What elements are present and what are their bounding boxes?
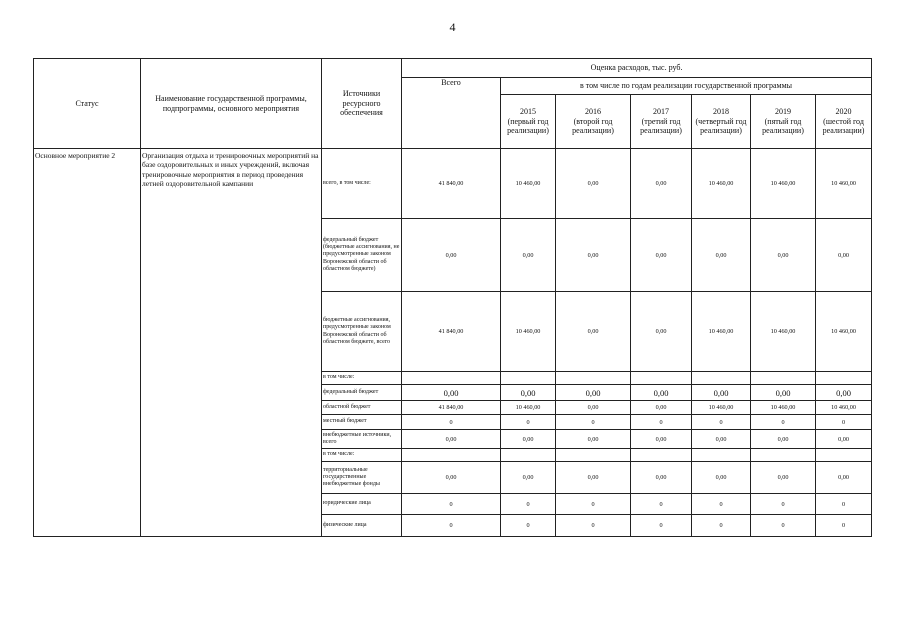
year-value-cell [501, 449, 556, 462]
year-value-cell: 0 [692, 415, 751, 430]
source-cell: бюджетные ассигнования, предусмотренные законом Воронежской области об областном бюджете, всего [322, 292, 402, 372]
year-value-cell: 10 460,00 [692, 401, 751, 415]
year-value-cell: 0,00 [501, 219, 556, 292]
total-cell: 0,00 [402, 430, 501, 449]
year-value-cell: 0,00 [631, 292, 692, 372]
header-year-2015 [501, 95, 556, 149]
year-value-cell: 0 [751, 415, 816, 430]
year-value-cell: 0,00 [631, 401, 692, 415]
budget-table [33, 58, 872, 537]
year-value-cell: 0 [692, 515, 751, 537]
source-cell: федеральный бюджет [322, 385, 402, 401]
total-cell: 0 [402, 494, 501, 515]
total-cell: 41 840,00 [402, 292, 501, 372]
year-value-cell [816, 372, 872, 385]
header-year-2016 [556, 95, 631, 149]
year-value-cell: 0,00 [556, 385, 631, 401]
year-value-cell: 0,00 [556, 292, 631, 372]
year-value-cell: 10 460,00 [816, 292, 872, 372]
year-value-cell: 0,00 [631, 385, 692, 401]
header-year-label: 2016 [585, 107, 601, 117]
year-value-cell [631, 372, 692, 385]
year-value-cell: 0,00 [751, 385, 816, 401]
header-year-2018 [692, 95, 751, 149]
year-value-cell: 0,00 [816, 430, 872, 449]
year-value-cell: 10 460,00 [816, 401, 872, 415]
year-value-cell [556, 449, 631, 462]
year-value-cell: 0 [631, 515, 692, 537]
total-cell: 0 [402, 415, 501, 430]
header-year-note: (шестой год реализации) [822, 116, 865, 136]
source-cell: в том числе: [322, 372, 402, 385]
header-year-label: 2015 [520, 107, 536, 117]
header-total: Всего [402, 78, 501, 149]
year-value-cell [751, 449, 816, 462]
program-name-cell: Организация отдыха и тренировочных мероприятий на базе оздоровительных и иных учреждений, включая тренировочные мероприятия в период проведения летней оздоровительной кампании [141, 149, 322, 537]
year-value-cell: 10 460,00 [501, 401, 556, 415]
year-value-cell: 0,00 [501, 430, 556, 449]
year-value-cell: 0,00 [501, 385, 556, 401]
year-value-cell: 10 460,00 [816, 149, 872, 219]
year-value-cell: 10 460,00 [751, 149, 816, 219]
year-value-cell: 10 460,00 [751, 401, 816, 415]
year-value-cell [692, 449, 751, 462]
source-cell: физические лица [322, 515, 402, 537]
source-cell: территориальные государственные внебюджетные фонды [322, 462, 402, 494]
header-year-note: (четвертый год реализации) [695, 116, 747, 136]
year-value-cell: 0 [816, 415, 872, 430]
year-value-cell: 0 [556, 415, 631, 430]
year-value-cell [631, 449, 692, 462]
page-number: 4 [449, 20, 456, 34]
year-value-cell [751, 372, 816, 385]
year-value-cell: 10 460,00 [692, 292, 751, 372]
total-cell: 0,00 [402, 462, 501, 494]
year-value-cell: 0,00 [751, 219, 816, 292]
header-year-note: (второй год реализации) [572, 116, 614, 136]
year-value-cell: 0,00 [631, 462, 692, 494]
year-value-cell [556, 372, 631, 385]
table-row [34, 149, 872, 219]
year-value-cell: 0 [751, 515, 816, 537]
year-value-cell: 0,00 [631, 149, 692, 219]
year-value-cell: 0 [631, 494, 692, 515]
year-value-cell: 0,00 [816, 385, 872, 401]
year-value-cell: 0 [816, 494, 872, 515]
total-cell [402, 372, 501, 385]
header-year-label: 2019 [775, 107, 791, 117]
header-year-2020 [816, 95, 872, 149]
header-year-note: (пятый год реализации) [762, 116, 804, 136]
year-value-cell: 0,00 [631, 430, 692, 449]
year-value-cell: 0 [501, 415, 556, 430]
header-status: Статус [34, 59, 141, 149]
header-year-note: (третий год реализации) [640, 116, 682, 136]
header-estimate: Оценка расходов, тыс. руб. [402, 59, 872, 78]
year-value-cell: 0,00 [816, 462, 872, 494]
year-value-cell: 0,00 [501, 462, 556, 494]
year-value-cell: 0 [692, 494, 751, 515]
year-value-cell: 0,00 [556, 149, 631, 219]
year-value-cell: 0 [751, 494, 816, 515]
year-value-cell [816, 449, 872, 462]
year-value-cell: 0,00 [751, 430, 816, 449]
total-cell: 0,00 [402, 219, 501, 292]
header-year-label: 2020 [835, 107, 852, 117]
year-value-cell: 10 460,00 [501, 149, 556, 219]
year-value-cell: 10 460,00 [692, 149, 751, 219]
year-value-cell: 0,00 [556, 401, 631, 415]
source-cell: всего, в том числе: [322, 149, 402, 219]
year-value-cell: 0,00 [692, 219, 751, 292]
header-year-label: 2017 [653, 107, 669, 117]
year-value-cell: 10 460,00 [501, 292, 556, 372]
total-cell: 0,00 [402, 385, 501, 401]
source-cell: областной бюджет [322, 401, 402, 415]
year-value-cell: 0,00 [692, 430, 751, 449]
year-value-cell: 10 460,00 [751, 292, 816, 372]
header-year-2017 [631, 95, 692, 149]
header-name: Наименование государственной программы, подпрограммы, основного мероприятия [141, 59, 322, 149]
total-cell: 0 [402, 515, 501, 537]
year-value-cell: 0,00 [556, 430, 631, 449]
year-value-cell: 0 [556, 515, 631, 537]
header-year-note: (первый год реализации) [507, 116, 549, 136]
year-value-cell: 0 [631, 415, 692, 430]
year-value-cell: 0,00 [631, 219, 692, 292]
header-year-label: 2018 [713, 107, 729, 117]
header-by-years: в том числе по годам реализации государственной программы [501, 78, 872, 95]
total-cell: 41 840,00 [402, 401, 501, 415]
year-value-cell: 0,00 [751, 462, 816, 494]
total-cell: 41 840,00 [402, 149, 501, 219]
source-cell: внебюджетные источники, всего [322, 430, 402, 449]
year-value-cell: 0,00 [556, 219, 631, 292]
year-value-cell: 0,00 [816, 219, 872, 292]
source-cell: местный бюджет [322, 415, 402, 430]
year-value-cell: 0 [501, 494, 556, 515]
year-value-cell: 0 [556, 494, 631, 515]
year-value-cell [501, 372, 556, 385]
year-value-cell: 0,00 [692, 385, 751, 401]
year-value-cell: 0 [816, 515, 872, 537]
year-value-cell [692, 372, 751, 385]
source-cell: федеральный бюджет (бюджетные ассигнования, не предусмотренные законом Воронежской области об областном бюджете) [322, 219, 402, 292]
year-value-cell: 0,00 [556, 462, 631, 494]
year-value-cell: 0 [501, 515, 556, 537]
header-sources: Источники ресурсного обеспечения [322, 59, 402, 149]
status-cell: Основное мероприятие 2 [34, 149, 141, 537]
source-cell: юридические лица [322, 494, 402, 515]
total-cell [402, 449, 501, 462]
source-cell: в том числе: [322, 449, 402, 462]
header-year-2019 [751, 95, 816, 149]
year-value-cell: 0,00 [692, 462, 751, 494]
